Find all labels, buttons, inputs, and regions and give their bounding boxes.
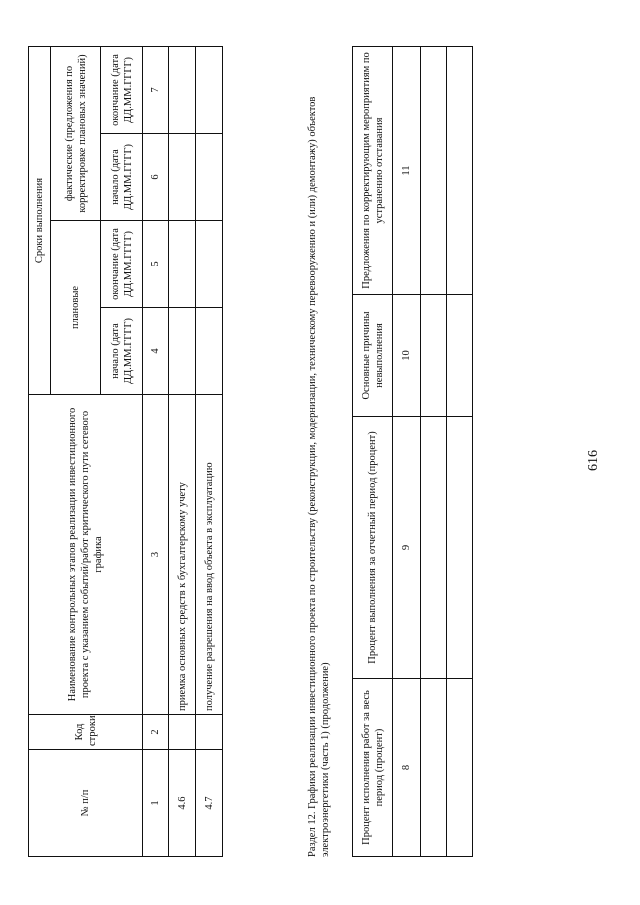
- row-cell: [447, 47, 473, 295]
- row-cell: [421, 417, 447, 679]
- header-planned-start: начало (дата ДД.ММ.ГГГГ): [101, 308, 143, 395]
- row-cell: [447, 679, 473, 857]
- header-row: [29, 47, 51, 857]
- row-name: приемка основных средств к бухгалтерскому учету: [169, 395, 196, 715]
- header-terms: Сроки выполнения: [29, 47, 51, 395]
- progress-table: [352, 46, 473, 857]
- row-cell: [447, 417, 473, 679]
- row-cell: [169, 134, 196, 221]
- header-planned: плановые: [51, 221, 101, 395]
- row-name: получение разрешения на ввод объекта в эксплуатацию: [196, 395, 223, 715]
- header-planned-end: окончание (дата ДД.ММ.ГГГГ): [101, 221, 143, 308]
- table-row: [169, 47, 196, 857]
- row-code: [169, 715, 196, 750]
- header-period-percent: Процент выполнения за отчетный период (процент): [353, 417, 393, 679]
- row-cell: [421, 295, 447, 417]
- row-cell: [447, 295, 473, 417]
- row-cell: [196, 47, 223, 134]
- header-code: Код строки: [29, 715, 143, 750]
- page-number: 616: [586, 450, 601, 471]
- column-number: 5: [143, 221, 169, 308]
- header-proposals: Предложения по корректирующим мероприятиям по устранению отставания: [353, 47, 393, 295]
- column-number: 11: [393, 47, 421, 295]
- row-cell: [421, 47, 447, 295]
- table-row: [421, 47, 447, 857]
- header-reasons: Основные причины невыполнения: [353, 295, 393, 417]
- row-cell: [196, 221, 223, 308]
- column-number: 2: [143, 715, 169, 750]
- column-number: 7: [143, 47, 169, 134]
- header-actual: фактические (предложения по корректировке плановых значений): [51, 47, 101, 221]
- header-row: [353, 47, 393, 857]
- header-num: № п/п: [29, 750, 143, 857]
- column-number: 4: [143, 308, 169, 395]
- column-number: 8: [393, 679, 421, 857]
- header-total-percent: Процент исполнения работ за весь период (процент): [353, 679, 393, 857]
- header-name: Наименование контрольных этапов реализации инвестиционного проекта с указанием событий/работ критического пути сетевого графика: [29, 395, 143, 715]
- column-number-row: [143, 47, 169, 857]
- row-cell: [169, 221, 196, 308]
- row-cell: [169, 308, 196, 395]
- column-number: 6: [143, 134, 169, 221]
- column-number: 10: [393, 295, 421, 417]
- header-actual-start: начало (дата ДД.ММ.ГГГГ): [101, 134, 143, 221]
- table-row: [196, 47, 223, 857]
- column-number: 9: [393, 417, 421, 679]
- table-row: [447, 47, 473, 857]
- row-cell: [196, 134, 223, 221]
- column-number-row: [393, 47, 421, 857]
- column-number: 3: [143, 395, 169, 715]
- row-cell: [196, 308, 223, 395]
- row-code: [196, 715, 223, 750]
- row-cell: [169, 47, 196, 134]
- column-number: 1: [143, 750, 169, 857]
- schedule-table: [28, 46, 223, 857]
- row-cell: [421, 679, 447, 857]
- row-num: 4.6: [169, 750, 196, 857]
- row-num: 4.7: [196, 750, 223, 857]
- header-actual-end: окончание (дата ДД.ММ.ГГГГ): [101, 47, 143, 134]
- section-caption: Раздел 12. Графики реализации инвестиционного проекта по строительству (реконструкции, модернизации, техническому перевооружению и (или) демонтажу) объектов электроэнергетики (часть 1) (продолжение): [307, 96, 331, 857]
